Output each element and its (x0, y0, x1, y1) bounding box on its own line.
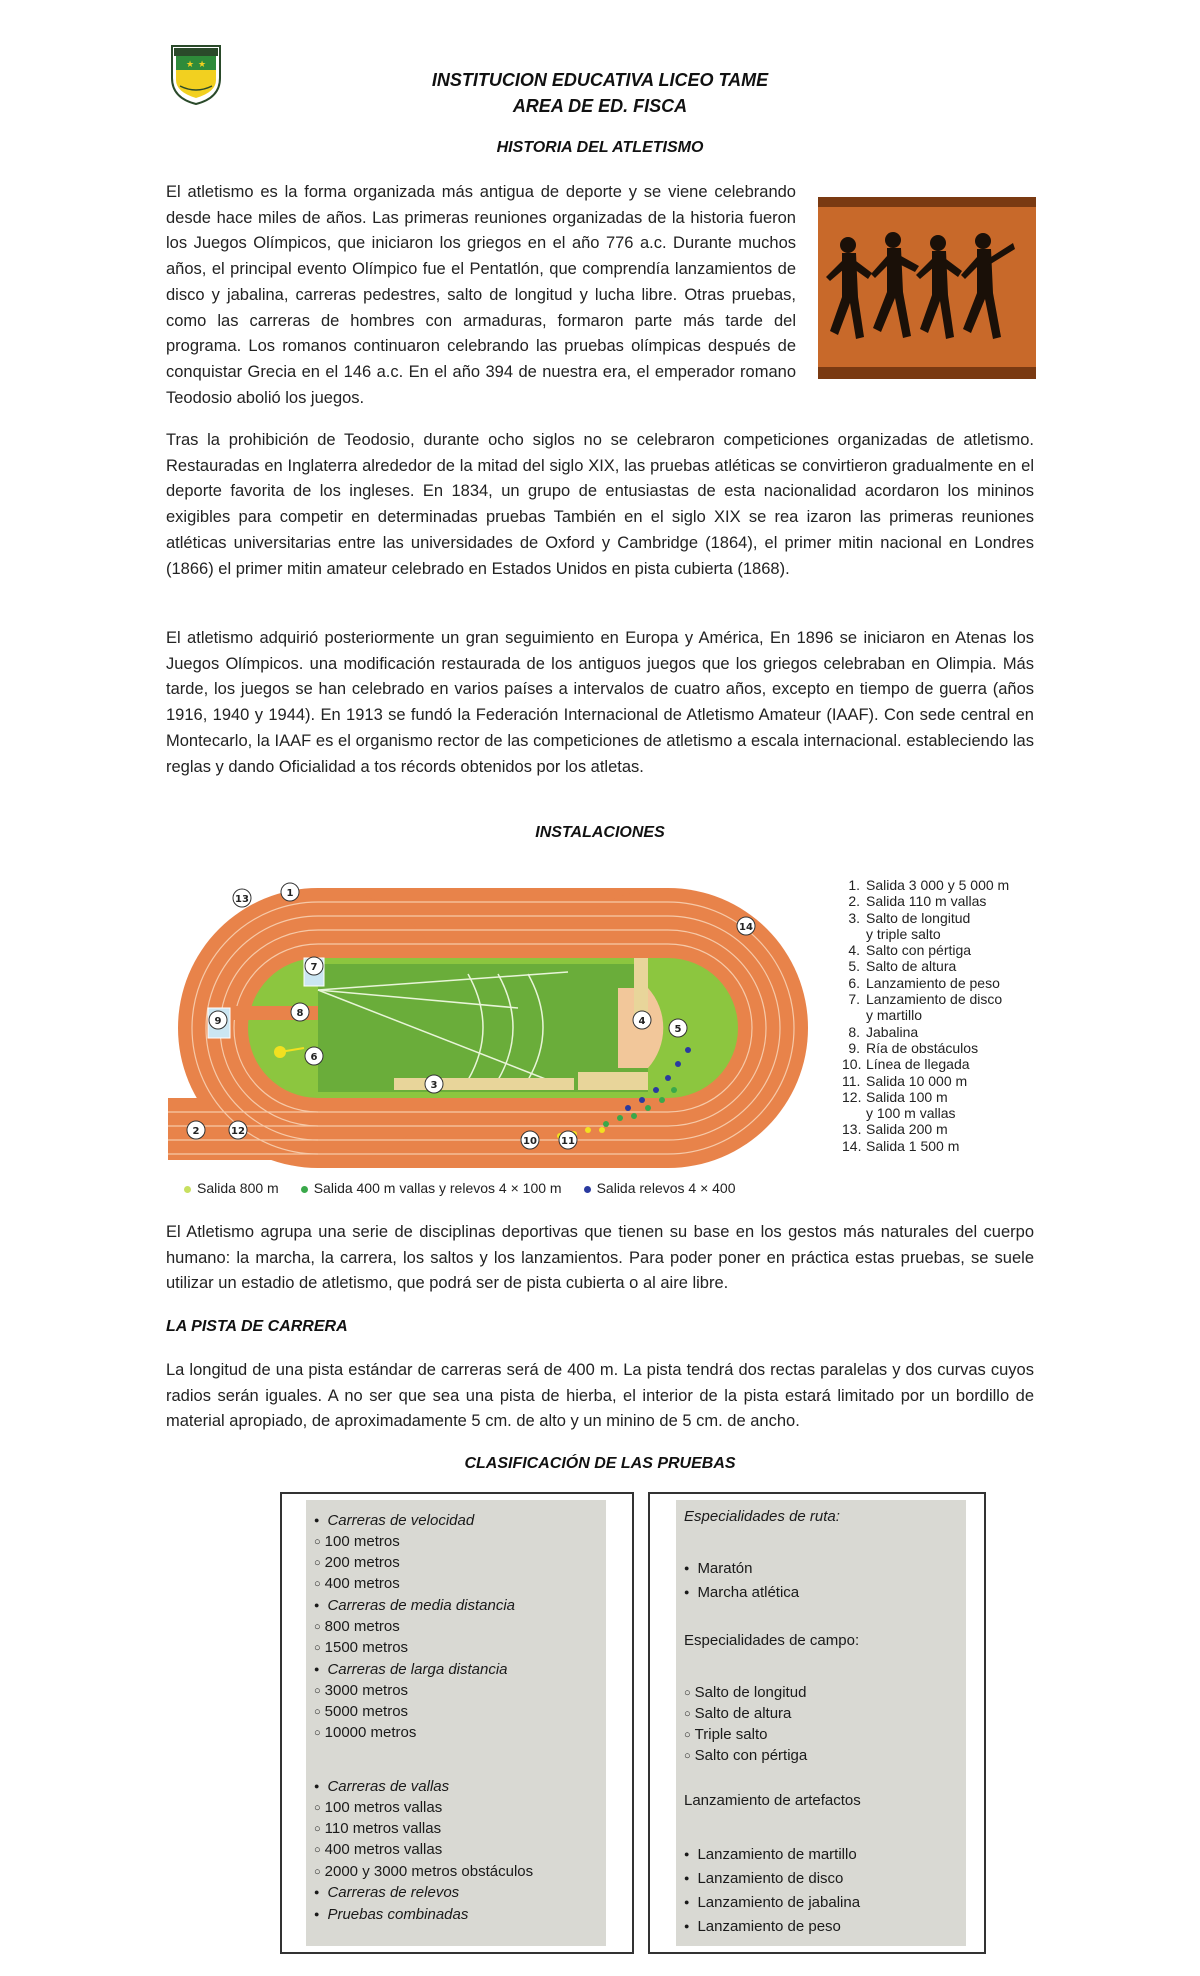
stadium-legend (842, 877, 1009, 1154)
stadium-legend-text: Salto de altura (866, 958, 957, 975)
classification-item: ○ 800 metros (314, 1618, 400, 1635)
classification-item: ● Carreras de velocidad (314, 1512, 474, 1529)
classification-item: ● Lanzamiento de jabalina (684, 1894, 860, 1911)
paragraph-track: La longitud de una pista estándar de carreras será de 400 m. La pista tendrá dos rectas paralelas y dos curvas cuyos radios serán iguales. A no ser que sea una pista de hierba, el interior de la pista estará limitado por un bordillo de material apropiado, de aproximadamente 5 cm. de alto y un minino de 5 cm. de ancho. (166, 1361, 1034, 1431)
svg-text:13: 13 (235, 894, 249, 905)
stadium-marker-2 (187, 1121, 205, 1139)
classification-item: ○ 1500 metros (314, 1639, 408, 1656)
classification-item: ● Lanzamiento de martillo (684, 1846, 857, 1863)
start-legend-item (301, 1180, 562, 1196)
stadium-legend-item (842, 1121, 1009, 1137)
svg-text:14: 14 (739, 922, 753, 933)
stadium-legend-item (842, 991, 1009, 1007)
stadium-diagram (168, 868, 816, 1168)
svg-text:7: 7 (310, 962, 318, 973)
classification-item: ● Carreras de vallas (314, 1778, 449, 1795)
svg-text:6: 6 (310, 1052, 318, 1063)
stadium-legend-text: y martillo (866, 1007, 923, 1024)
stadium-legend-item (842, 1089, 1009, 1105)
classification-item: ○ Salto de altura (684, 1705, 791, 1722)
stadium-legend-text: Lanzamiento de peso (866, 974, 1000, 991)
svg-text:★: ★ (198, 60, 207, 70)
stadium-legend-item (842, 942, 1009, 958)
classification-item: ○ 100 metros (314, 1533, 400, 1550)
classification-field-events-box (648, 1492, 986, 1954)
classification-item: ○ Salto de longitud (684, 1684, 806, 1701)
stadium-marker-11 (559, 1131, 577, 1149)
stadium-legend-item (842, 975, 1009, 991)
stadium-legend-text: Ría de obstáculos (866, 1039, 979, 1056)
classification-item: ○ 400 metros vallas (314, 1841, 442, 1858)
svg-text:8: 8 (296, 1008, 304, 1019)
paragraph-history-middle: Tras la prohibición de Teodosio, durante ocho siglos no se celebraron competiciones organizadas de atletismo. Restauradas en Inglaterra alrededor de la mitad del siglo XIX, las pruebas atléticas se convirtieron gradualmente en el deporte favorita de los ingleses. En 1834, un grupo de entusiastas de esta nacionalidad acordaron los mininos exigibles para competir en determinadas pruebas También en el siglo XIX se rea izaron las primeras reuniones atléticas universitarias entre las universidades de Oxford y Cambridge (1864), el primer mitin nacional en Londres (1866) el primer mitin amateur celebrado en Estados Unidos en pista cubierta (1868). (166, 431, 1034, 578)
start-legend-text: Salida relevos 4 × 400 (596, 1180, 736, 1196)
stadium-legend-item (842, 1040, 1009, 1056)
start-dot-icon (301, 1186, 308, 1193)
classification-track-events-box (280, 1492, 634, 1954)
classification-item: Especialidades de ruta: (684, 1508, 840, 1525)
stadium-legend-number: 13. (842, 1121, 862, 1138)
stadium-legend-number: 6. (848, 974, 860, 991)
svg-text:10: 10 (523, 1136, 537, 1147)
stadium-legend-number: 2. (848, 893, 860, 910)
field-events-list (676, 1500, 966, 1946)
classification-item: ● Lanzamiento de peso (684, 1918, 841, 1935)
classification-item: ● Carreras de relevos (314, 1884, 459, 1901)
stadium-legend-number: 9. (848, 1039, 860, 1056)
svg-text:1: 1 (286, 888, 294, 899)
stadium-marker-4 (633, 1011, 651, 1029)
stadium-legend-text: Salida 200 m (866, 1121, 948, 1138)
stadium-start-legend (184, 1180, 758, 1196)
stadium-legend-text: Línea de llegada (866, 1056, 970, 1073)
svg-text:2: 2 (192, 1126, 200, 1137)
stadium-legend-item (842, 958, 1009, 974)
stadium-legend-item (842, 1007, 1009, 1023)
stadium-legend-item (842, 877, 1009, 893)
svg-text:★: ★ (186, 60, 195, 70)
track-events-list (306, 1500, 606, 1946)
svg-text:12: 12 (231, 1126, 245, 1137)
classification-item: Lanzamiento de artefactos (684, 1792, 861, 1809)
stadium-legend-item (842, 1105, 1009, 1121)
stadium-marker-8 (291, 1003, 309, 1021)
stadium-legend-item (842, 1056, 1009, 1072)
paragraph-history-intro: El atletismo es la forma organizada más antigua de deporte y se viene celebrando desde hace miles de años. Las primeras reuniones organizadas de la historia fueron los Juegos Olímpicos, que iniciaron los griegos en el año 776 a.c. Durante muchos años, el principal evento Olímpico fue el Pentatlón, que comprendía lanzamientos de disco y jabalina, carreras pedestres, salto de longitud y lucha libre. Otras pruebas, como las carreras de hombres con armaduras, formaron parte más tarde del programa. Los romanos continuaron celebrando las pruebas olímpicas después de conquistar Grecia en el 146 a.c. En el año 394 de nuestra era, el emperador romano Teodosio abolió los juegos. (166, 183, 796, 407)
section-heading-pista: LA PISTA DE CARRERA (166, 1318, 348, 1335)
classification-item: ○ Triple salto (684, 1726, 767, 1743)
stadium-marker-10 (521, 1131, 539, 1149)
classification-item: ○ 200 metros (314, 1554, 400, 1571)
stadium-marker-13 (233, 889, 251, 907)
start-dot-icon (184, 1186, 191, 1193)
institution-title: INSTITUCION EDUCATIVA LICEO TAME (431, 70, 769, 90)
stadium-legend-item (842, 1138, 1009, 1154)
start-dot-icon (584, 1186, 591, 1193)
stadium-legend-item (842, 893, 1009, 909)
stadium-legend-number: 3. (848, 909, 860, 926)
stadium-legend-number: 10. (842, 1056, 862, 1073)
document-title: HISTORIA DEL ATLETISMO (496, 139, 704, 156)
stadium-legend-item (842, 926, 1009, 942)
stadium-legend-text: Salida 100 m (866, 1088, 948, 1105)
paragraph-disciplines: El Atletismo agrupa una serie de disciplinas deportivas que tienen su base en los gestos más naturales del cuerpo humano: la marcha, la carrera, los saltos y los lanzamientos. Para poder poner en práctica estas pruebas, se suele utilizar un estadio de atletismo, que podrá ser de pista cubierta o al aire libre. (166, 1223, 1034, 1293)
classification-item: ○ 5000 metros (314, 1703, 408, 1720)
stadium-legend-number: 5. (848, 958, 860, 975)
area-title: AREA DE ED. FISCA (512, 96, 688, 116)
classification-item: ○ 110 metros vallas (314, 1820, 441, 1837)
classification-item: ○ 10000 metros (314, 1724, 416, 1741)
stadium-marker-7 (305, 957, 323, 975)
classification-item: ● Lanzamiento de disco (684, 1870, 843, 1887)
classification-item: ● Pruebas combinadas (314, 1906, 468, 1923)
stadium-legend-text: Salida 110 m vallas (866, 893, 987, 910)
stadium-legend-item (842, 1024, 1009, 1040)
stadium-legend-text: Jabalina (866, 1023, 919, 1040)
stadium-marker-6 (305, 1047, 323, 1065)
svg-text:9: 9 (214, 1016, 222, 1027)
section-heading-clasificacion: CLASIFICACIÓN DE LAS PRUEBAS (464, 1455, 736, 1472)
svg-text:3: 3 (430, 1080, 438, 1091)
classification-item: ○ 3000 metros (314, 1682, 408, 1699)
start-legend-text: Salida 400 m vallas y relevos 4 × 100 m (313, 1180, 562, 1196)
stadium-legend-text: y triple salto (866, 925, 941, 942)
stadium-legend-text: Salto de longitud (866, 909, 971, 926)
classification-item: ○ 2000 y 3000 metros obstáculos (314, 1863, 533, 1880)
svg-text:5: 5 (674, 1024, 682, 1035)
greek-runners-vase-image (818, 197, 1036, 379)
stadium-legend-number: 1. (848, 877, 860, 893)
stadium-legend-item (842, 1073, 1009, 1089)
stadium-legend-number: 7. (848, 991, 860, 1008)
paragraph-history-modern: El atletismo adquirió posteriormente un gran seguimiento en Europa y América, En 1896 se iniciaron en Atenas los Juegos Olímpicos. una modificación restaurada de los antiguos juegos que los griegos celebraban en Olimpia. Más tarde, los juegos se han celebrado en varios países a intervalos de cuatro años, excepto en tiempo de guerra (años 1916, 1940 y 1944). En 1913 se fundó la Federación Internacional de Atletismo Amateur (IAAF). Con sede central en Montecarlo, la IAAF es el organismo rector de las competiciones de atletismo a escala internacional. estableciendo las reglas y dando Oficialidad a tos récords obtenidos por los atletas. (166, 629, 1034, 776)
classification-item: ● Carreras de larga distancia (314, 1661, 508, 1678)
svg-text:4: 4 (638, 1016, 646, 1027)
stadium-legend-number: 12. (842, 1088, 862, 1105)
classification-item: Especialidades de campo: (684, 1632, 860, 1649)
classification-item: ○ 400 metros (314, 1575, 400, 1592)
classification-item: ● Maratón (684, 1560, 752, 1577)
stadium-legend-text: Salida 10 000 m (866, 1072, 968, 1089)
stadium-legend-number: 8. (848, 1023, 860, 1040)
svg-text:11: 11 (561, 1136, 575, 1147)
classification-item: ● Marcha atlética (684, 1584, 799, 1601)
stadium-marker-14 (737, 917, 755, 935)
stadium-marker-1 (281, 883, 299, 901)
stadium-legend-number: 11. (842, 1072, 861, 1089)
stadium-legend-text: Salto con pértiga (866, 942, 972, 959)
classification-item: ● Carreras de media distancia (314, 1597, 515, 1614)
stadium-legend-number: 14. (842, 1137, 862, 1154)
stadium-legend-text: Salida 3 000 y 5 000 m (866, 877, 1010, 893)
stadium-marker-3 (425, 1075, 443, 1093)
stadium-legend-item (842, 910, 1009, 926)
stadium-marker-5 (669, 1019, 687, 1037)
section-heading-instalaciones: INSTALACIONES (535, 824, 665, 841)
classification-item: ○ Salto con pértiga (684, 1747, 807, 1764)
stadium-marker-12 (229, 1121, 247, 1139)
stadium-legend-text: y 100 m vallas (866, 1105, 956, 1122)
classification-item: ○ 100 metros vallas (314, 1799, 442, 1816)
stadium-marker-9 (209, 1011, 227, 1029)
start-legend-text: Salida 800 m (197, 1180, 279, 1196)
stadium-legend-text: Salida 1 500 m (866, 1137, 960, 1154)
stadium-legend-text: Lanzamiento de disco (866, 991, 1003, 1008)
start-legend-item (184, 1180, 279, 1196)
stadium-legend-number: 4. (848, 942, 860, 959)
start-legend-item (584, 1180, 736, 1196)
